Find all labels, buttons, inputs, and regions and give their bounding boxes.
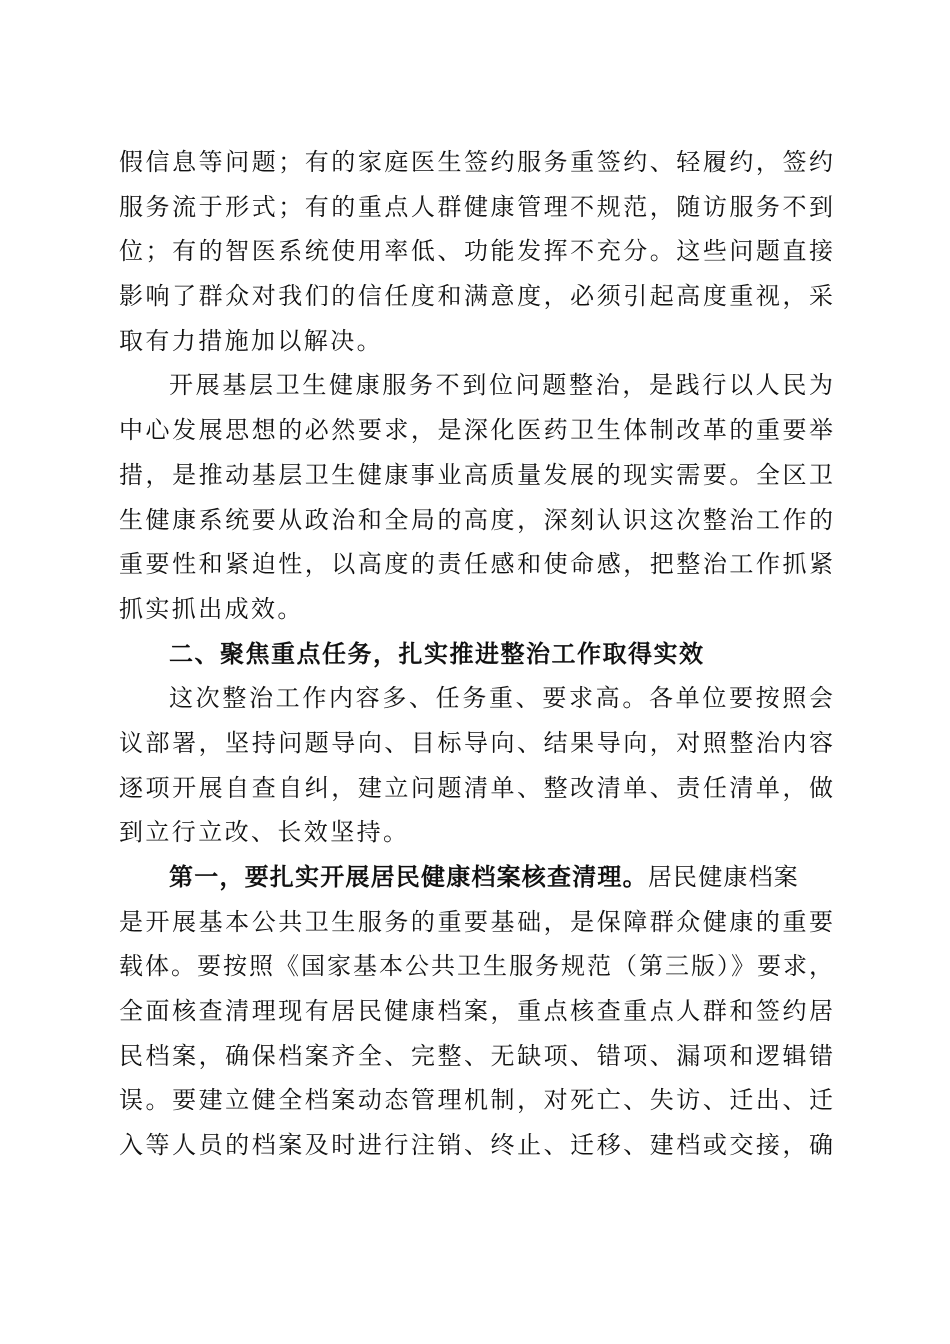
- section-heading: 二、聚焦重点任务，扎实推进整治工作取得实效: [169, 639, 705, 668]
- text-line: 到立行立改、长效坚持。: [119, 818, 410, 847]
- paragraph-4: [119, 855, 833, 1168]
- text-line: 取有力措施加以解决。: [119, 326, 383, 355]
- text-line: 抓实抓出成效。: [119, 594, 304, 623]
- text-line: 民档案，确保档案齐全、完整、无缺项、错项、漏项和逻辑错: [119, 1041, 833, 1070]
- text-line: 生健康系统要从政治和全局的高度，深刻认识这次整治工作的: [119, 505, 833, 534]
- text-line: 重要性和紧迫性，以高度的责任感和使命感，把整治工作抓紧: [119, 550, 833, 579]
- paragraph-lead: 第一，要扎实开展居民健康档案核查清理。: [169, 862, 648, 891]
- text-line: 这次整治工作内容多、任务重、要求高。各单位要按照会: [169, 684, 833, 713]
- text-line: 措，是推动基层卫生健康事业高质量发展的现实需要。全区卫: [119, 460, 833, 489]
- text-line: 全面核查清理现有居民健康档案，重点核查重点人群和签约居: [119, 997, 833, 1026]
- paragraph-1: [119, 140, 833, 363]
- paragraph-text: 居民健康档案: [647, 863, 800, 891]
- text-line: 入等人员的档案及时进行注销、终止、迁移、建档或交接，确: [119, 1131, 833, 1160]
- text-line: 误。要建立健全档案动态管理机制，对死亡、失访、迁出、迁: [119, 1086, 833, 1115]
- text-line: 载体。要按照《国家基本公共卫生服务规范（第三版）》要求，: [119, 952, 833, 981]
- paragraph-2: [119, 363, 833, 631]
- text-line: 逐项开展自查自纠，建立问题清单、整改清单、责任清单，做: [119, 773, 833, 802]
- text-line: 中心发展思想的必然要求，是深化医药卫生体制改革的重要举: [119, 416, 833, 445]
- text-line: 影响了群众对我们的信任度和满意度，必须引起高度重视，采: [119, 282, 833, 311]
- text-line: 服务流于形式；有的重点人群健康管理不规范，随访服务不到: [119, 192, 833, 221]
- text-line: 位；有的智医系统使用率低、功能发挥不充分。这些问题直接: [119, 237, 833, 266]
- text-line: [119, 855, 833, 900]
- text-line: 议部署，坚持问题导向、目标导向、结果导向，对照整治内容: [119, 728, 833, 757]
- text-line: 开展基层卫生健康服务不到位问题整治，是践行以人民为: [169, 371, 833, 400]
- paragraph-3: [119, 676, 833, 855]
- text-line: 假信息等问题；有的家庭医生签约服务重签约、轻履约，签约: [119, 148, 833, 176]
- text-line: 是开展基本公共卫生服务的重要基础，是保障群众健康的重要: [119, 907, 833, 936]
- document-body: [119, 140, 833, 1168]
